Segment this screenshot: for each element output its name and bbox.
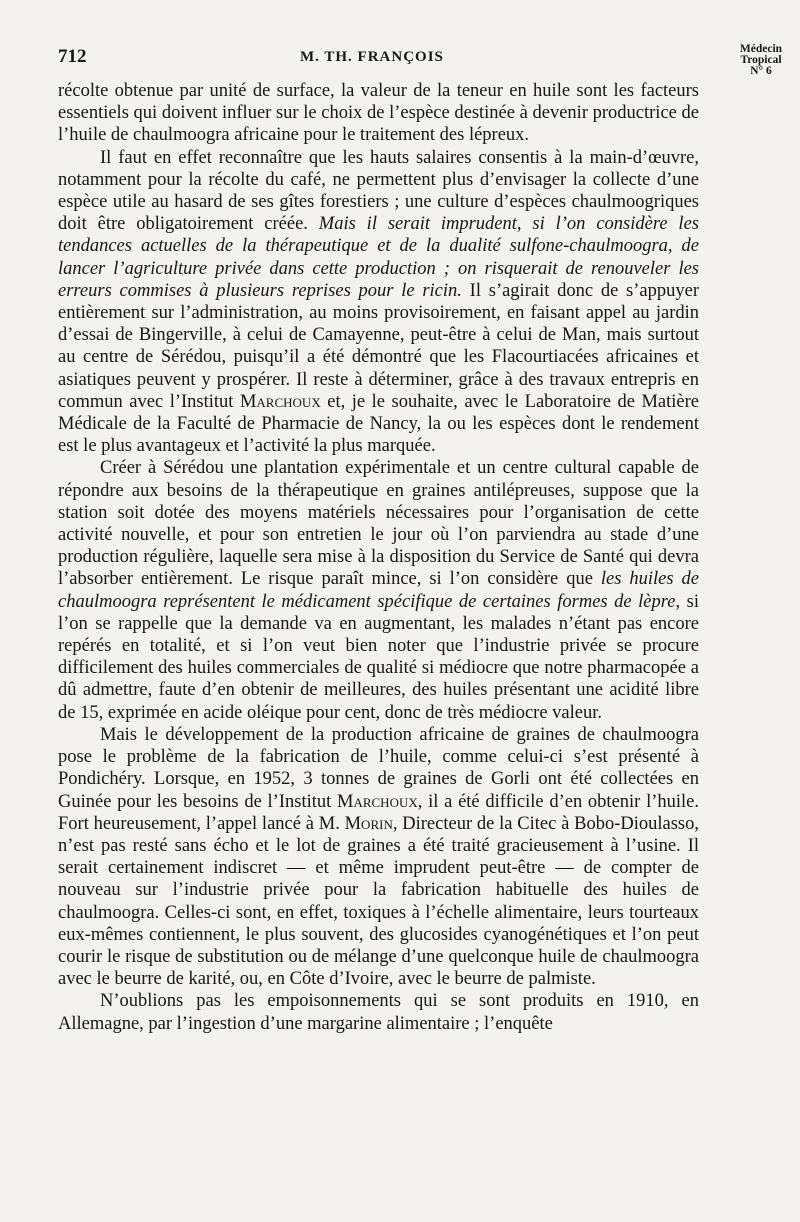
- paragraph-4-text-a: Mais le développement de la production africaine de graines de chaulmoogra pose le problème de la fabrication de l’huile, comme celui-ci s’est présenté à Pondichéry. Lorsque, en 1952, 3 tonnes de graines de Gorli ont été collectées en Guinée pour les besoins de l’Institut: [58, 724, 699, 812]
- person-name: Morin: [344, 813, 393, 834]
- institute-name-2: Marchoux: [337, 791, 418, 812]
- journal-line3: N° 6: [750, 65, 772, 77]
- paragraph-4-text-b: , il a été difficile d’en obtenir l’huile. Fort heureusement, l’appel lancé à M.: [58, 791, 699, 834]
- journal-line1: Médecin: [739, 43, 783, 55]
- paragraph-3-italic: les huiles de chaulmoogra représentent le médicament spécifique de certaines formes de lèpre,: [58, 569, 700, 612]
- page-number: 712: [58, 46, 87, 67]
- paragraph-3: [58, 457, 699, 723]
- running-header: [0, 43, 800, 77]
- paragraph-5: [58, 990, 699, 1034]
- institute-name: Marchoux: [239, 391, 321, 412]
- paragraph-2-italic: Mais il serait imprudent, si l’on considère les tendances actuelles de la thérapeutique et de la dualité sulfone-chaulmoogra, de lancer l’agriculture privée dans cette production ; on risquerait de renouveler les erreurs commises à plusieurs reprises pour le ricin.: [58, 214, 699, 301]
- paragraph-2-text-a: Il faut en effet reconnaître que les hauts salaires consentis à la main-d’œuvre, notamment pour la récolte du café, ne permettent plus d’envisager la collecte d’une espèce utile au hasard de ses gîtes forestiers ; une culture d’espèces chaulmoogriques doit être obligatoirement créée.: [58, 147, 699, 235]
- paragraph-2: [58, 147, 699, 458]
- paragraph-3-text-b: si l’on se rappelle que la demande va en augmentant, les malades n’étant pas encore repérés en totalité, et si l’on veut bien noter que l’industrie privée se procure difficilement des huiles commerciales de qualité si médiocre que notre pharmacopée a dû admettre, faute d’en obtenir de meilleures, des huiles présentant une acidité libre de 15, exprimée en acide oléique pour cent, donc de très médiocre valeur.: [58, 591, 699, 723]
- running-author: M. TH. FRANÇOIS: [300, 49, 444, 65]
- paragraph-2-text-b: Il s’agirait donc de s’appuyer entièrement sur l’administration, au moins provisoirement, en faisant appel au jardin d’essai de Bingerville, à celui de Camayenne, peut-être à celui de Man, mais surtout au centre de Sérédou, puisqu’il a été démontré que les Flacourtiacées africaines et asiatiques peuvent y prospérer. Il reste à déterminer, grâce à des travaux entrepris en commun avec l’Institut: [58, 280, 699, 412]
- paragraph-2-text-c: et, je le souhaite, avec le Laboratoire de Matière Médicale de la Faculté de Pharmacie de Nancy, la ou les espèces dont le rendement est le plus avantageux et l’activité la plus marquée.: [58, 391, 699, 457]
- paragraph-4: [58, 724, 699, 990]
- paragraph-1-text: récolte obtenue par unité de surface, la valeur de la teneur en huile sont les facteurs essentiels qui doivent influer sur le choix de l’espèce destinée à devenir productrice de l’huile de chaulmoogra africaine pour le traitement des lépreux.: [58, 81, 699, 146]
- body-text: [58, 80, 699, 1035]
- journal-line2: Tropical: [740, 54, 782, 66]
- paragraph-5-text: N’oublions pas les empoisonnements qui se sont produits en 1910, en Allemagne, par l’ingestion d’une margarine alimentaire ; l’enquête: [58, 991, 699, 1034]
- paragraph-3-text-a: Créer à Sérédou une plantation expérimentale et un centre cultural capable de répondre aux besoins de la thérapeutique en graines antilépreuses, suppose que la station soit dotée des moyens matériels nécessaires pour l’organisation de cette activité nouvelle, et pour son entretien le jour où l’on parviendra au stade d’une production régulière, laquelle sera mise à la disposition du Service de Santé qui devra l’absorber entièrement. Le risque paraît mince, si l’on considère que: [58, 458, 699, 590]
- journal-name: [726, 44, 796, 77]
- paragraph-4-text-c: , Directeur de la Citec à Bobo-Dioulasso, n’est pas resté sans écho et le lot de graines a été traité gracieusement à l’usine. Il serait certainement indiscret — et même imprudent peut-être — de compter de nouveau sur l’industrie privée pour la fabrication habituelle des huiles de chaulmoogra. Celles-ci sont, en effet, toxiques à l’échelle alimentaire, leurs tourteaux eux-mêmes contiennent, le plus souvent, des glucosides cyanogénétiques et l’on peut courir le risque de substitution ou de mélange d’une quelconque huile de chaulmoogra avec le beurre de karité, ou, en Côte d’Ivoire, avec le beurre de palmiste.: [58, 813, 699, 990]
- paragraph-1: [58, 80, 699, 147]
